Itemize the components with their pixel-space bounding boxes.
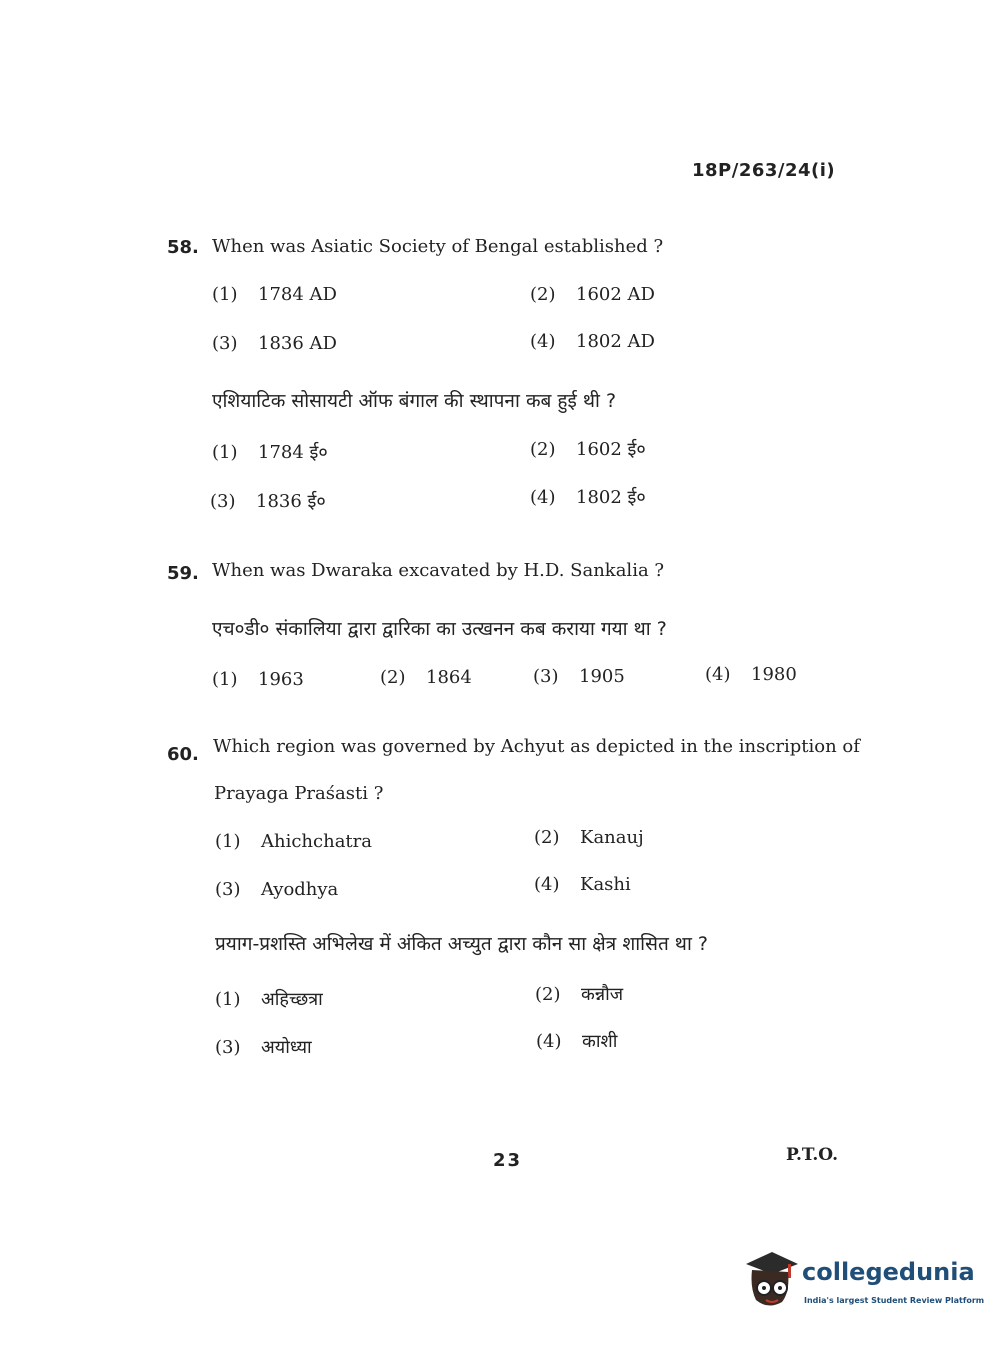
option-2: (2) 1864 [380, 667, 472, 688]
option-4: (4) Kashi [534, 874, 631, 895]
brand-tagline: India's largest Student Review Platform [804, 1296, 985, 1305]
page-number: 23 [493, 1150, 523, 1171]
question-number: 58. [167, 237, 199, 258]
question-text-en: When was Asiatic Society of Bengal established ? [212, 236, 664, 257]
option-1-hi: (1) अहिच्छत्रा [215, 989, 323, 1010]
question-text-en-line2: Prayaga Praśasti ? [214, 783, 384, 804]
option-2: (2) Kanauj [534, 827, 644, 848]
option-2-hi: (2) 1602 ई० [530, 439, 646, 460]
option-3-hi: (3) अयोध्या [215, 1037, 312, 1058]
paper-code: 18P/263/24(i) [692, 160, 836, 181]
question-text-en: When was Dwaraka excavated by H.D. Sankalia ? [212, 560, 665, 581]
option-2: (2) 1602 AD [530, 284, 655, 305]
collegedunia-logo[interactable] [742, 1248, 985, 1318]
question-text-hi: प्रयाग-प्रशस्ति अभिलेख में अंकित अच्युत द्वारा कौन सा क्षेत्र शासित था ? [215, 933, 708, 955]
brand-name: collegedunia [802, 1258, 975, 1286]
option-2-hi: (2) कन्नौज [535, 984, 624, 1005]
question-text-hi: एशियाटिक सोसायटी ऑफ बंगाल की स्थापना कब हुई थी ? [212, 390, 617, 412]
question-text-en-line1: Which region was governed by Achyut as depicted in the inscription of [213, 736, 860, 757]
option-1: (1) Ahichchatra [215, 831, 372, 852]
question-number: 60. [167, 744, 199, 765]
mascot-icon [742, 1248, 800, 1310]
option-1: (1) 1784 AD [212, 284, 337, 305]
option-3: (3) 1836 AD [212, 333, 337, 354]
option-4-hi: (4) काशी [536, 1031, 618, 1052]
option-1: (1) 1963 [212, 669, 304, 690]
pto-label: P.T.O. [786, 1145, 838, 1165]
option-3: (3) Ayodhya [215, 879, 339, 900]
option-1-hi: (1) 1784 ई० [212, 442, 328, 463]
option-3: (3) 1905 [533, 666, 625, 687]
option-3-hi: (3) 1836 ई० [210, 491, 326, 512]
question-number: 59. [167, 563, 199, 584]
option-4: (4) 1980 [705, 664, 797, 685]
question-text-hi: एच०डी० संकालिया द्वारा द्वारिका का उत्खनन कब कराया गया था ? [212, 618, 667, 640]
option-4-hi: (4) 1802 ई० [530, 487, 646, 508]
option-4: (4) 1802 AD [530, 331, 655, 352]
